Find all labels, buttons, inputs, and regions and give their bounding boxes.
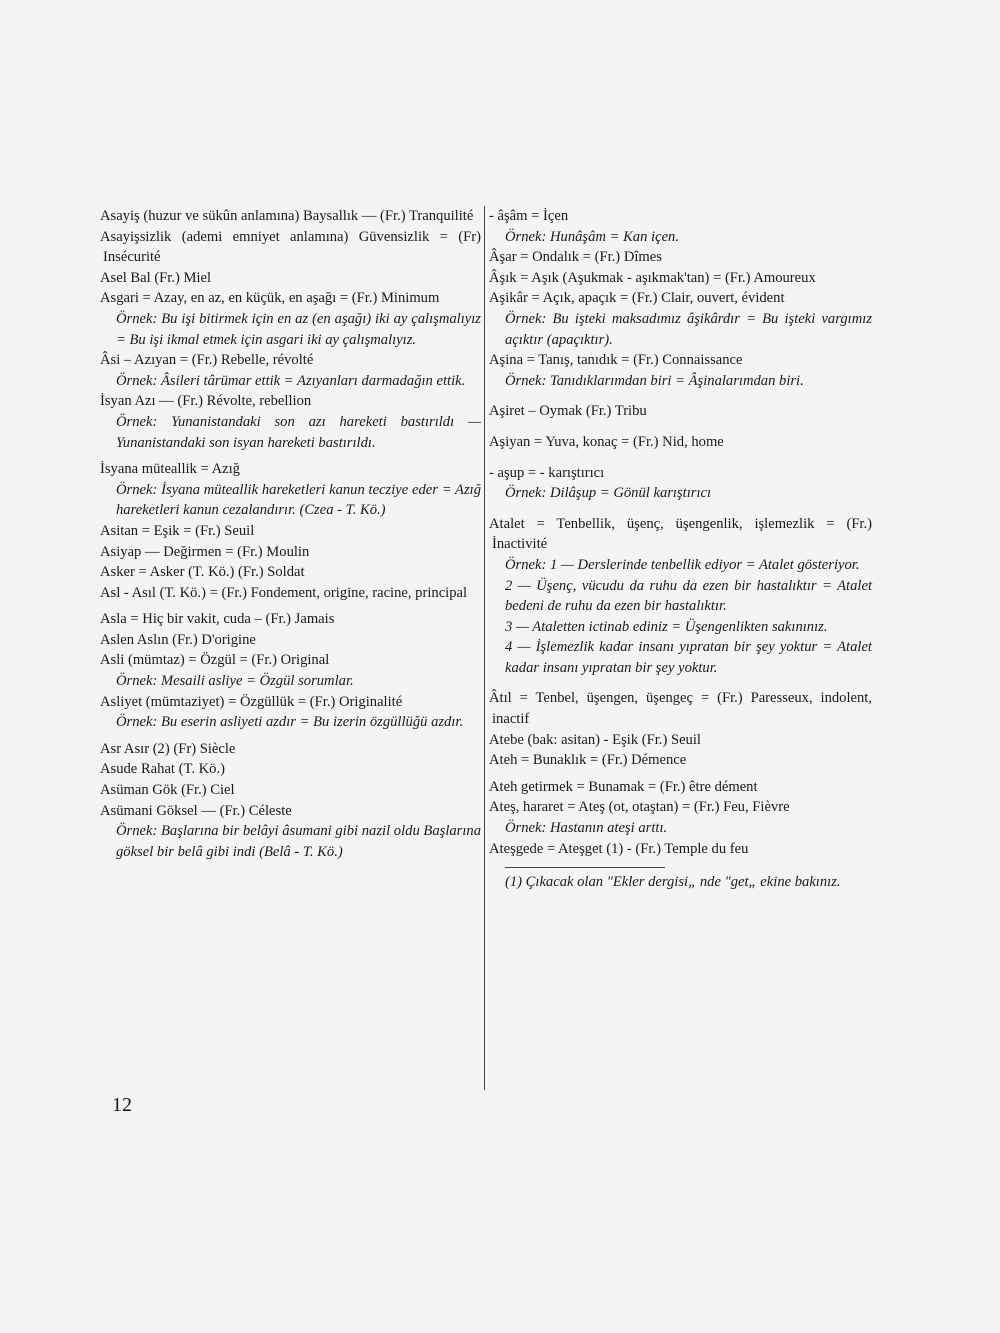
- entry: Asiyap — Değirmen = (Fr.) Moulin: [100, 543, 310, 560]
- example: Örnek: Hunâşâm = Kan içen.: [505, 228, 679, 245]
- example: Örnek: Bu işi bitirmek için en az (en aşağı) iki ay çalışmalıyız = Bu işi ikmal etmek için asgari iki ay çalışmalıyız.: [116, 310, 481, 348]
- footnote: (1) Çıkacak olan "Ekler dergisi„ nde "get„ ekine bakınız.: [505, 874, 841, 891]
- example: Örnek: Tanıdıklarımdan biri = Âşinalarımdan biri.: [505, 372, 804, 389]
- example: Örnek: Bu eserin asliyeti azdır = Bu izerin özgüllüğü azdır.: [116, 714, 464, 731]
- example: Örnek: 1 — Derslerinde tenbellik ediyor = Atalet gösteriyor.: [505, 556, 860, 573]
- entry: İsyana müteallik = Azığ: [100, 461, 240, 478]
- left-column: [100, 206, 481, 862]
- entry: Aşiyan = Yuva, konaç = (Fr.) Nid, home: [489, 433, 724, 450]
- right-column: [489, 206, 872, 893]
- example: Örnek: İsyana müteallik hareketleri kanun tecziye eder = Azığ hareketleri kanun cezalandırır. (Czea - T. Kö.): [116, 481, 481, 519]
- entry: Âtıl = Tenbel, üşengen, üşengeç = (Fr.) Paresseux, indolent, inactif: [489, 690, 872, 728]
- entry: Asgari = Azay, en az, en küçük, en aşağı = (Fr.) Minimum: [100, 290, 440, 307]
- example: Örnek: Dilâşup = Gönül karıştırıcı: [505, 485, 712, 502]
- example: Örnek: Âsileri târümar ettik = Azıyanları darmadağın ettik.: [116, 372, 466, 389]
- entry: Asl - Asıl (T. Kö.) = (Fr.) Fondement, origine, racine, principal: [100, 584, 468, 601]
- entry: Asker = Asker (T. Kö.) (Fr.) Soldat: [100, 564, 305, 581]
- entry: Ateş, hararet = Ateş (ot, otaştan) = (Fr.) Feu, Fièvre: [489, 799, 790, 816]
- entry: Atalet = Tenbellik, üşenç, üşengenlik, işlemezlik = (Fr.) İnactivité: [489, 515, 872, 553]
- entry: - aşup = - karıştırıcı: [489, 464, 605, 481]
- entry: Aşikâr = Açık, apaçık = (Fr.) Clair, ouvert, évident: [489, 290, 785, 307]
- entry: Asümani Göksel — (Fr.) Céleste: [100, 802, 292, 819]
- entry: Asayiş (huzur ve sükûn anlamına) Baysallık — (Fr.) Tranquilité: [100, 208, 474, 224]
- entry: Atebe (bak: asitan) - Eşik (Fr.) Seuil: [489, 731, 701, 748]
- entry: Ateşgede = Ateşget (1) - (Fr.) Temple du feu: [489, 840, 749, 857]
- footnote-rule: [505, 867, 665, 868]
- entry: Asla = Hiç bir vakit, cuda – (Fr.) Jamais: [100, 611, 335, 628]
- entry: Asitan = Eşik = (Fr.) Seuil: [100, 522, 255, 539]
- entry: Âşar = Ondalık = (Fr.) Dîmes: [489, 249, 662, 266]
- example: 4 — İşlemezlik kadar insanı yıpratan bir şey yoktur = Atalet kadar insanı yıpratan bir şey yoktur.: [505, 639, 872, 676]
- example: 3 — Ataletten ictinab ediniz = Üşengenlikten sakınınız.: [505, 618, 828, 635]
- entry: İsyan Azı — (Fr.) Révolte, rebellion: [100, 393, 312, 410]
- example: Örnek: Başlarına bir belâyi âsumani gibi nazil oldu Başlarına göksel bir belâ gibi indi (Belâ - T. Kö.): [116, 823, 481, 860]
- entry: Asliyet (mümtaziyet) = Özgüllük = (Fr.) Originalité: [100, 693, 403, 710]
- entry: Âşık = Aşık (Aşukmak - aşıkmak'tan) = (Fr.) Amoureux: [489, 269, 816, 286]
- entry: Asr Asır (2) (Fr) Siècle: [100, 740, 236, 757]
- entry: Aşina = Tanış, tanıdık = (Fr.) Connaissance: [489, 352, 743, 369]
- example: Örnek: Bu işteki maksadımız âşikârdır = Bu işteki vargımız açıktır (apaçıktır).: [505, 310, 872, 348]
- entry: Ateh getirmek = Bunamak = (Fr.) être dément: [489, 778, 758, 795]
- example: Örnek: Yunanistandaki son azı hareketi bastırıldı — Yunanistandaki son isyan hareketi bastırıldı.: [116, 413, 481, 451]
- entry: Aşiret – Oymak (Fr.) Tribu: [489, 403, 647, 420]
- example: Örnek: Mesaili asliye = Özgül sorumlar.: [116, 673, 354, 690]
- entry: Aslen Aslın (Fr.) D'origine: [100, 631, 256, 648]
- column-divider: [484, 206, 485, 1090]
- entry: Asli (mümtaz) = Özgül = (Fr.) Original: [100, 652, 330, 669]
- entry: Asude Rahat (T. Kö.): [100, 761, 225, 778]
- entry: Asüman Gök (Fr.) Ciel: [100, 782, 235, 799]
- example: 2 — Üşenç, vücudu da ruhu da ezen bir hastalıktır = Atalet bedeni de ruhu da ezen bir hastalıktır.: [505, 577, 872, 615]
- entry: Asel Bal (Fr.) Miel: [100, 269, 212, 286]
- page-number: 12: [112, 1094, 132, 1116]
- entry: Asayişsizlik (ademi emniyet anlamına) Güvensizlik = (Fr) Insécurité: [100, 228, 481, 266]
- entry: Ateh = Bunaklık = (Fr.) Démence: [489, 752, 687, 769]
- entry: Âsi – Azıyan = (Fr.) Rebelle, révolté: [100, 352, 314, 369]
- entry: - âşâm = İçen: [489, 208, 569, 224]
- example: Örnek: Hastanın ateşi arttı.: [505, 820, 668, 837]
